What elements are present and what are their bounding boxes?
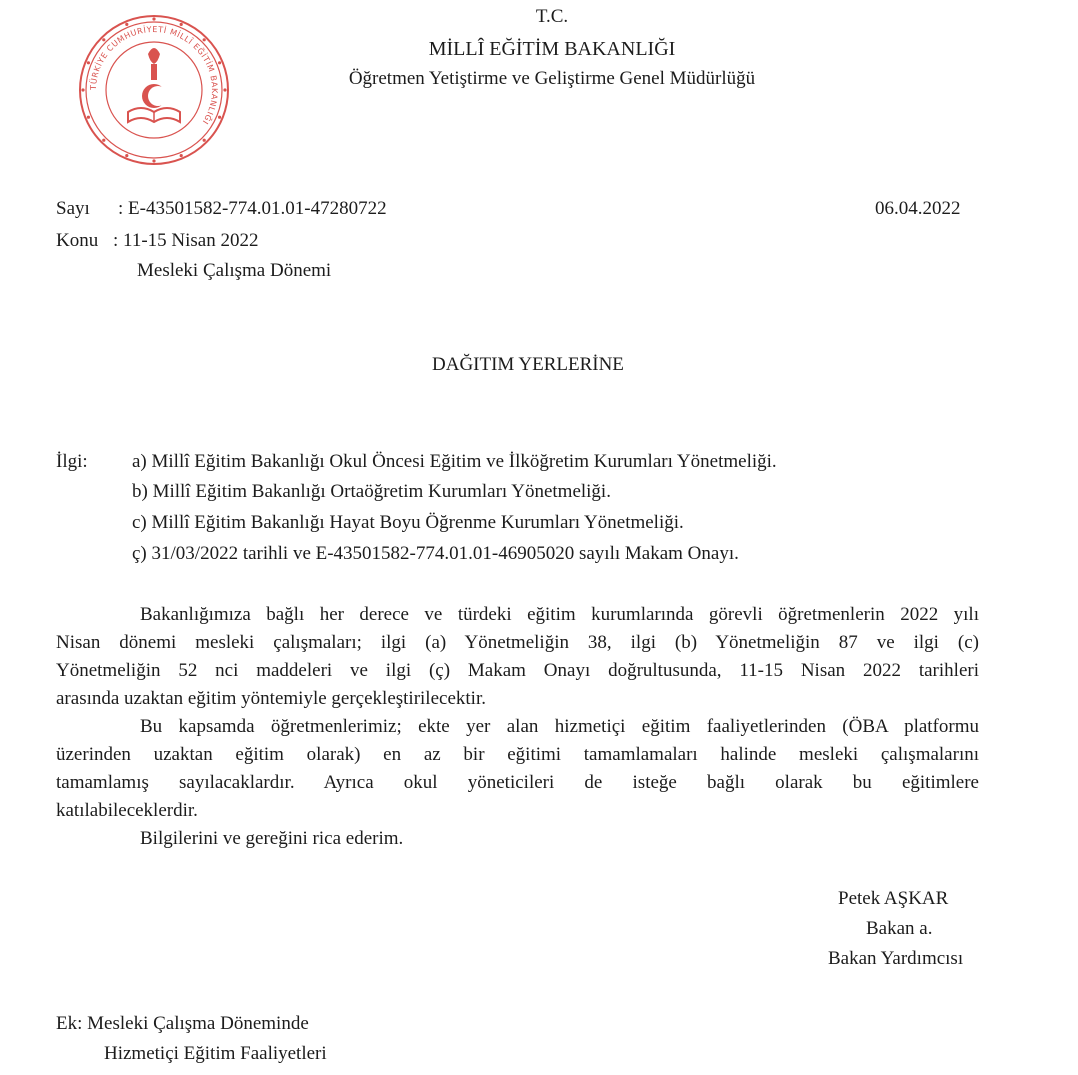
document-date: 06.04.2022 bbox=[875, 198, 961, 219]
ilgi-item: a) Millî Eğitim Bakanlığı Okul Öncesi Eğitim ve İlköğretim Kurumları Yönetmeliği. bbox=[132, 451, 777, 472]
ilgi-item: b) Millî Eğitim Bakanlığı Ortaöğretim Kurumları Yönetmeliği. bbox=[132, 481, 611, 502]
body-line: arasında uzaktan eğitim yöntemiyle gerçekleştirilecektir. bbox=[56, 688, 486, 709]
body-line: Nisan dönemi mesleki çalışmaları; ilgi (a) Yönetmeliğin 38, ilgi (b) Yönetmeliğin 87 ve ilgi (c) bbox=[56, 632, 979, 653]
ilgi-item: ç) 31/03/2022 tarihli ve E-43501582-774.01.01-46905020 sayılı Makam Onayı. bbox=[132, 543, 739, 564]
closing-line: Bilgilerini ve gereğini rica ederim. bbox=[140, 828, 404, 849]
body-line: tamamlamış sayılacaklardır. Ayrıca okul yöneticileri de isteğe bağlı olarak bu eğitimlere bbox=[56, 772, 979, 793]
konu-value: : 11-15 Nisan 2022 bbox=[113, 230, 259, 251]
body-line: Yönetmeliğin 52 nci maddeleri ve ilgi (ç) Makam Onayı doğrultusunda, 11-15 Nisan 2022 tarihleri bbox=[56, 660, 979, 681]
ministry-seal-logo bbox=[78, 14, 230, 166]
signatory-name: Petek AŞKAR bbox=[838, 888, 949, 909]
body-line: üzerinden uzaktan eğitim olarak) en az bir eğitimi tamamlamaları halinde mesleki çalışmalarını bbox=[56, 744, 979, 765]
ilgi-item: c) Millî Eğitim Bakanlığı Hayat Boyu Öğrenme Kurumları Yönetmeliği. bbox=[132, 512, 684, 533]
addressee: DAĞITIM YERLERİNE bbox=[432, 354, 624, 375]
header-directorate: Öğretmen Yetiştirme ve Geliştirme Genel Müdürlüğü bbox=[348, 68, 756, 89]
header-ministry: MİLLÎ EĞİTİM BAKANLIĞI bbox=[428, 38, 676, 60]
body-line: Bakanlığımıza bağlı her derece ve türdeki eğitim kurumlarında görevli öğretmenlerin 2022 yılı bbox=[140, 604, 979, 625]
signatory-title: Bakan Yardımcısı bbox=[828, 948, 964, 969]
ilgi-label: İlgi: bbox=[56, 451, 88, 472]
attachment-line1: Ek: Mesleki Çalışma Döneminde bbox=[56, 1013, 309, 1034]
sayi-value: : E-43501582-774.01.01-47280722 bbox=[118, 198, 387, 219]
signatory-for: Bakan a. bbox=[866, 918, 933, 939]
header-tc: T.C. bbox=[535, 6, 569, 27]
seal-ring-text: TÜRKİYE CUMHURİYETİ MİLLÎ EĞİTİM BAKANLIĞI bbox=[88, 24, 220, 127]
konu-label: Konu bbox=[56, 230, 99, 251]
body-line: katılabileceklerdir. bbox=[56, 800, 198, 821]
body-line: Bu kapsamda öğretmenlerimiz; ekte yer alan hizmetiçi eğitim faaliyetlerinden (ÖBA platformu bbox=[140, 716, 979, 737]
sayi-label: Sayı bbox=[56, 198, 90, 219]
attachment-line2: Hizmetiçi Eğitim Faaliyetleri bbox=[104, 1043, 327, 1064]
konu-line2: Mesleki Çalışma Dönemi bbox=[137, 260, 332, 281]
